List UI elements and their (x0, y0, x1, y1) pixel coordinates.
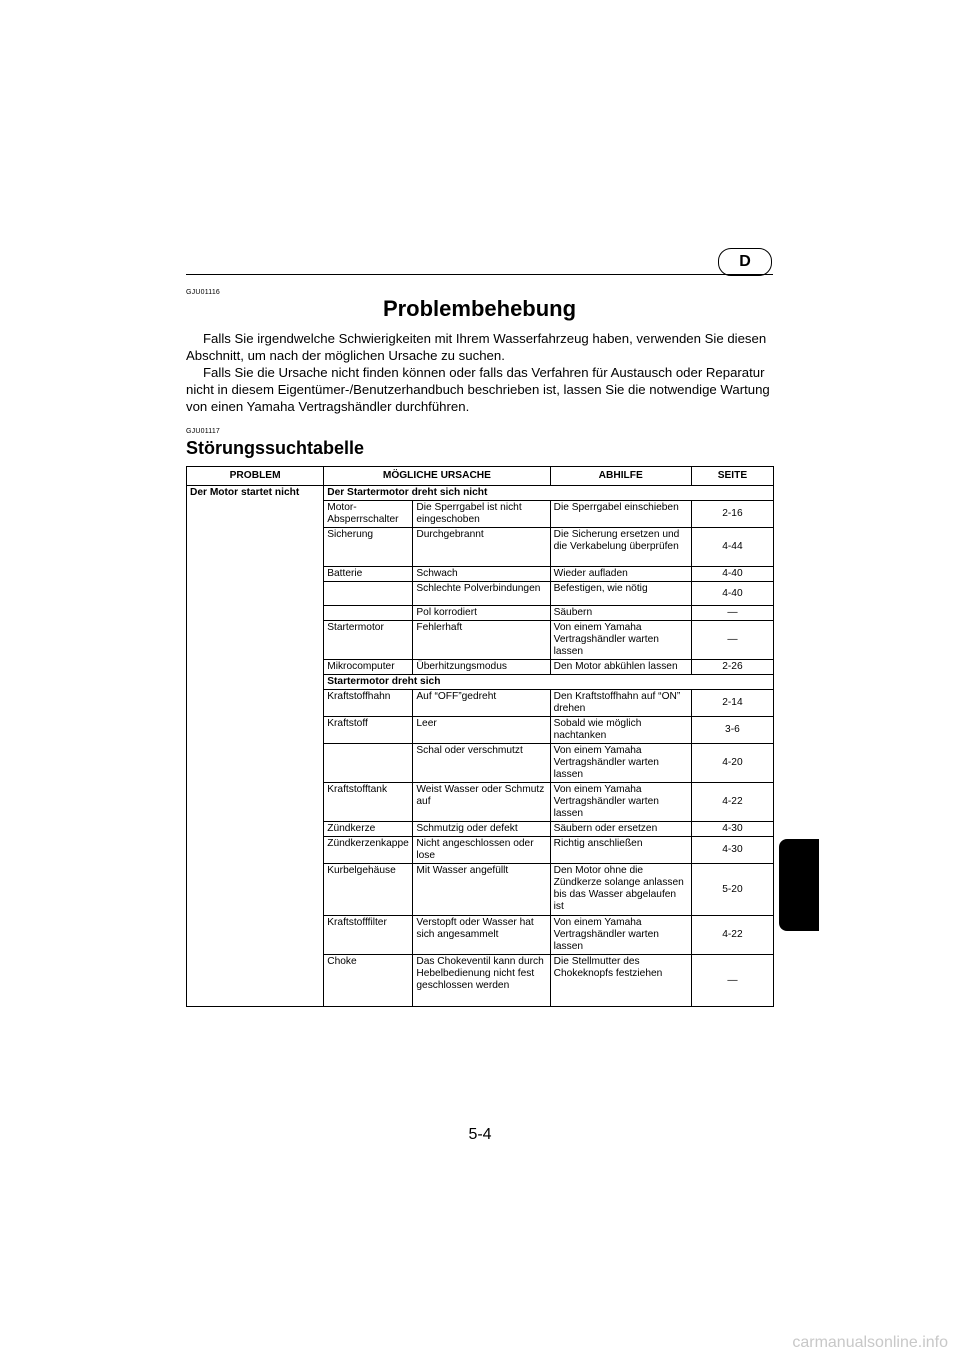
cause-cell: Auf “OFF”gedreht (413, 690, 550, 717)
component-cell: Kraftstoffhahn (324, 690, 413, 717)
page-cell: — (691, 606, 773, 621)
cause-cell: Das Chokeventil kann durch Hebelbedienung nicht fest geschlossen werden (413, 955, 550, 1007)
remedy-cell: Von einem Yamaha Vertragshändler warten lassen (550, 744, 691, 783)
page-cell: 5-20 (691, 864, 773, 916)
component-cell: Motor-Absperrschalter (324, 501, 413, 528)
remedy-cell: Die Sicherung ersetzen und die Verkabelung überprüfen (550, 528, 691, 567)
remedy-cell: Von einem Yamaha Vertragshändler warten lassen (550, 621, 691, 660)
component-cell (324, 744, 413, 783)
cause-cell: Schwach (413, 567, 550, 582)
intro-paragraph: Falls Sie irgendwelche Schwierigkeiten mit Ihrem Wasserfahrzeug haben, verwenden Sie diesen Abschnitt, um nach der möglichen Ursache zu suchen. (186, 331, 767, 363)
cause-cell: Mit Wasser angefüllt (413, 864, 550, 916)
component-cell (324, 582, 413, 606)
page-cell: 4-20 (691, 744, 773, 783)
intro-paragraph: Falls Sie die Ursache nicht finden können oder falls das Verfahren für Austausch oder Reparatur nicht in diesem Eigentümer-/Benutzerhandbuch beschrieben ist, lassen Sie die notwendige Wartung von einen Yamaha Vertragshändler durchführen. (186, 365, 770, 414)
header-problem: PROBLEM (187, 467, 324, 486)
cause-cell: Schal oder verschmutzt (413, 744, 550, 783)
page-cell: 4-30 (691, 822, 773, 837)
cause-cell: Überhitzungsmodus (413, 660, 550, 675)
section-code: GJU01116 (186, 289, 221, 296)
section-heading: Störungssuchtabelle (186, 438, 365, 458)
remedy-cell: Säubern oder ersetzen (550, 822, 691, 837)
remedy-cell: Die Stellmutter des Chokeknopfs festziehen (550, 955, 691, 1007)
page-number: 5-4 (468, 1126, 492, 1143)
component-cell: Sicherung (324, 528, 413, 567)
intro-text (186, 330, 776, 415)
table-row (187, 486, 774, 501)
page-cell: 2-26 (691, 660, 773, 675)
page-cell: — (691, 955, 773, 1007)
cause-cell: Leer (413, 717, 550, 744)
group-heading: Der Startermotor dreht sich nicht (324, 486, 774, 501)
component-cell: Kurbelgehäuse (324, 864, 413, 916)
remedy-cell: Den Motor ohne die Zündkerze solange anlassen bis das Wasser abgelaufen ist (550, 864, 691, 916)
page-cell: 4-22 (691, 916, 773, 955)
remedy-cell: Den Kraftstoffhahn auf “ON” drehen (550, 690, 691, 717)
cause-cell: Schmutzig oder defekt (413, 822, 550, 837)
component-cell: Zündkerzenkappe (324, 837, 413, 864)
page-cell: 4-30 (691, 837, 773, 864)
header-rule (186, 274, 773, 275)
component-cell (324, 606, 413, 621)
table-header-row (187, 467, 774, 486)
page-cell: 4-22 (691, 783, 773, 822)
remedy-cell: Wieder aufladen (550, 567, 691, 582)
cause-cell: Durchgebrannt (413, 528, 550, 567)
component-cell: Mikrocomputer (324, 660, 413, 675)
page-cell: 3-6 (691, 717, 773, 744)
remedy-cell: Von einem Yamaha Vertragshändler warten lassen (550, 783, 691, 822)
component-cell: Zündkerze (324, 822, 413, 837)
page-cell: — (691, 621, 773, 660)
remedy-cell: Von einem Yamaha Vertragshändler warten lassen (550, 916, 691, 955)
cause-cell: Pol korrodiert (413, 606, 550, 621)
section-code: GJU01117 (186, 428, 221, 435)
header-page: SEITE (691, 467, 773, 486)
group-heading: Startermotor dreht sich (324, 675, 774, 690)
page-cell: 2-16 (691, 501, 773, 528)
component-cell: Startermotor (324, 621, 413, 660)
component-cell: Choke (324, 955, 413, 1007)
remedy-cell: Befestigen, wie nötig (550, 582, 691, 606)
language-badge: D (718, 248, 772, 276)
header-cause: MÖGLICHE URSACHE (324, 467, 550, 486)
chapter-tab (779, 839, 819, 931)
component-cell: Kraftstofffilter (324, 916, 413, 955)
page-cell: 4-44 (691, 528, 773, 567)
remedy-cell: Den Motor abkühlen lassen (550, 660, 691, 675)
cause-cell: Verstopft oder Wasser hat sich angesammelt (413, 916, 550, 955)
watermark: carmanualsonline.info (792, 1334, 948, 1351)
page-cell: 4-40 (691, 567, 773, 582)
page-cell: 4-40 (691, 582, 773, 606)
cause-cell: Nicht angeschlossen oder lose (413, 837, 550, 864)
cause-cell: Weist Wasser oder Schmutz auf (413, 783, 550, 822)
page-title: Problembehebung (382, 296, 577, 321)
problem-cell: Der Motor startet nicht (187, 486, 324, 1007)
remedy-cell: Richtig anschließen (550, 837, 691, 864)
component-cell: Kraftstofftank (324, 783, 413, 822)
component-cell: Kraftstoff (324, 717, 413, 744)
header-remedy: ABHILFE (550, 467, 691, 486)
cause-cell: Fehlerhaft (413, 621, 550, 660)
cause-cell: Schlechte Polverbindungen (413, 582, 550, 606)
component-cell: Batterie (324, 567, 413, 582)
remedy-cell: Säubern (550, 606, 691, 621)
troubleshooting-table (186, 466, 774, 1007)
cause-cell: Die Sperrgabel ist nicht eingeschoben (413, 501, 550, 528)
remedy-cell: Die Sperrgabel einschieben (550, 501, 691, 528)
page-cell: 2-14 (691, 690, 773, 717)
remedy-cell: Sobald wie möglich nachtanken (550, 717, 691, 744)
